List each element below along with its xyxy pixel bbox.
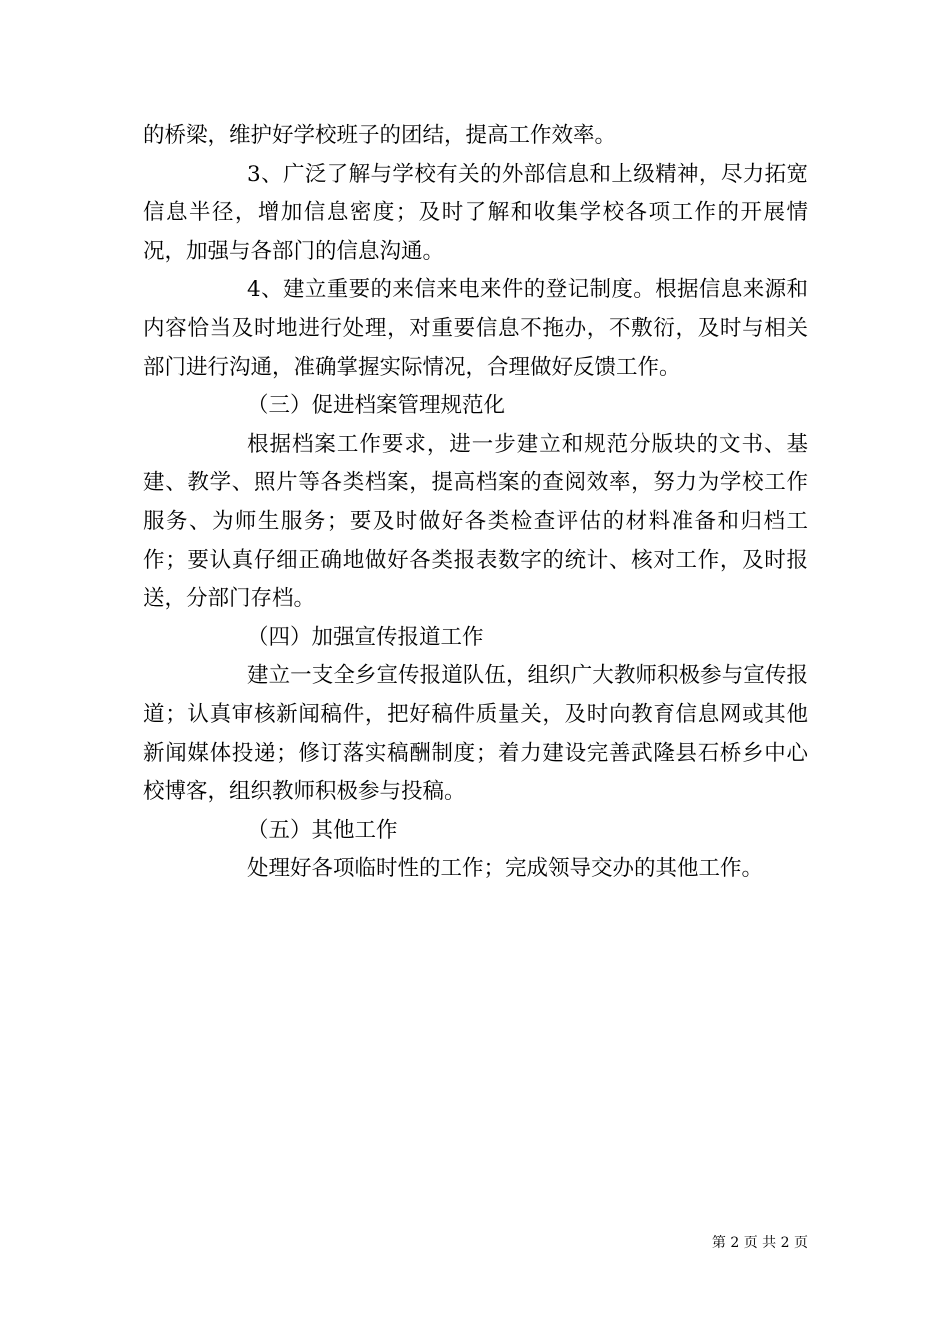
- section-heading-archives: （三）促进档案管理规范化: [247, 393, 506, 419]
- paragraph-other: 处理好各项临时性的工作；完成领导交办的其他工作。: [247, 856, 764, 882]
- paragraph-publicity: 建立一支全乡宣传报道队伍，组织广大教师积极参与宣传报道；认真审核新闻稿件，把好稿件质量关，及时向教育信息网或其他新闻媒体投递；修订落实稿酬制度；着力建设完善武隆县石桥乡中心校博客，组织教师积极参与投稿。: [143, 663, 808, 805]
- section-heading-publicity: （四）加强宣传报道工作: [247, 624, 484, 650]
- paragraph-continuation: 的桥梁，维护好学校班子的团结，提高工作效率。: [143, 123, 617, 148]
- paragraph-item-4: 4、建立重要的来信来电来件的登记制度。根据信息来源和内容恰当及时地进行处理，对重要信息不拖办，不敷衍，及时与相关部门进行沟通，准确掌握实际情况，合理做好反馈工作。: [143, 277, 808, 380]
- page-number: 第 2 页 共 2 页: [711, 1235, 808, 1251]
- document-body: [143, 117, 808, 889]
- paragraph-archives: 根据档案工作要求，进一步建立和规范分版块的文书、基建、教学、照片等各类档案，提高档案的查阅效率，努力为学校工作服务、为师生服务；要及时做好各类检查评估的材料准备和归档工作；要认真仔细正确地做好各类报表数字的统计、核对工作，及时报送，分部门存档。: [143, 431, 808, 612]
- section-heading-other: （五）其他工作: [247, 817, 398, 843]
- paragraph-item-3: 3、广泛了解与学校有关的外部信息和上级精神，尽力拓宽信息半径，增加信息密度；及时了解和收集学校各项工作的开展情况，加强与各部门的信息沟通。: [143, 161, 808, 264]
